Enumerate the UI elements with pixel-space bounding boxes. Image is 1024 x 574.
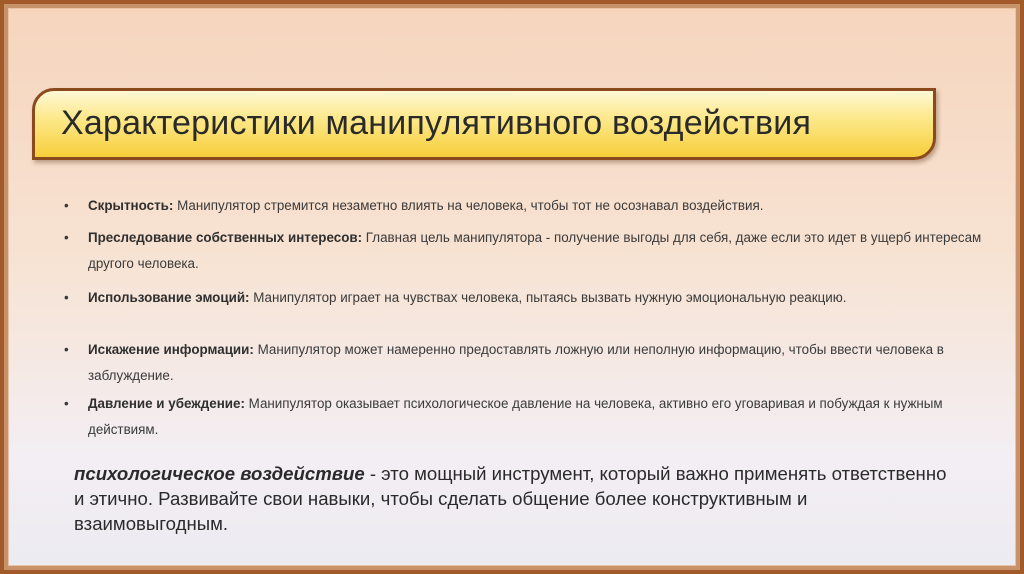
bullet-item-concealment <box>64 193 984 219</box>
bullet-text: Манипулятор может намеренно предоставлять ложную или неполную информацию, чтобы ввести человека в заблуждение. <box>88 342 944 383</box>
bullet-text: Манипулятор играет на чувствах человека, пытаясь вызвать нужную эмоциональную реакцию. <box>249 290 847 305</box>
bullet-icon: • <box>64 290 69 305</box>
slide-title: Характеристики манипулятивного воздействия <box>61 104 812 142</box>
bullet-item-distortion <box>64 337 984 389</box>
conclusion-text: - это мощный инструмент, который важно применять ответственно и этично. Развивайте свои навыки, чтобы сделать общение более конструктивным и взаимовыгодным. <box>74 463 947 534</box>
title-banner <box>32 88 936 160</box>
bullet-list <box>64 193 984 443</box>
bullet-item-emotions <box>64 285 984 311</box>
bullet-text: Манипулятор стремится незаметно влиять на человека, чтобы тот не осознавал воздействия. <box>173 198 764 213</box>
bullet-term: Давление и убеждение: <box>88 396 245 411</box>
bullet-text: Манипулятор оказывает психологическое давление на человека, активно его уговаривая и побуждая к нужным действиям. <box>88 396 943 437</box>
bullet-term: Скрытность: <box>88 198 174 213</box>
bullet-term: Искажение информации: <box>88 342 254 357</box>
conclusion-paragraph <box>74 461 954 536</box>
bullet-icon: • <box>64 396 69 411</box>
bullet-icon: • <box>64 198 69 213</box>
bullet-term: Преследование собственных интересов: <box>88 230 363 245</box>
bullet-icon: • <box>64 230 69 245</box>
bullet-item-self-interest <box>64 225 984 277</box>
slide <box>4 4 1020 570</box>
bullet-item-pressure <box>64 391 984 443</box>
bullet-term: Использование эмоций: <box>88 290 250 305</box>
conclusion-emphasis: психологическое воздействие <box>74 463 365 484</box>
bullet-icon: • <box>64 342 69 357</box>
bullet-text: Главная цель манипулятора - получение выгоды для себя, даже если это идет в ущерб интересам другого человека. <box>88 230 982 271</box>
